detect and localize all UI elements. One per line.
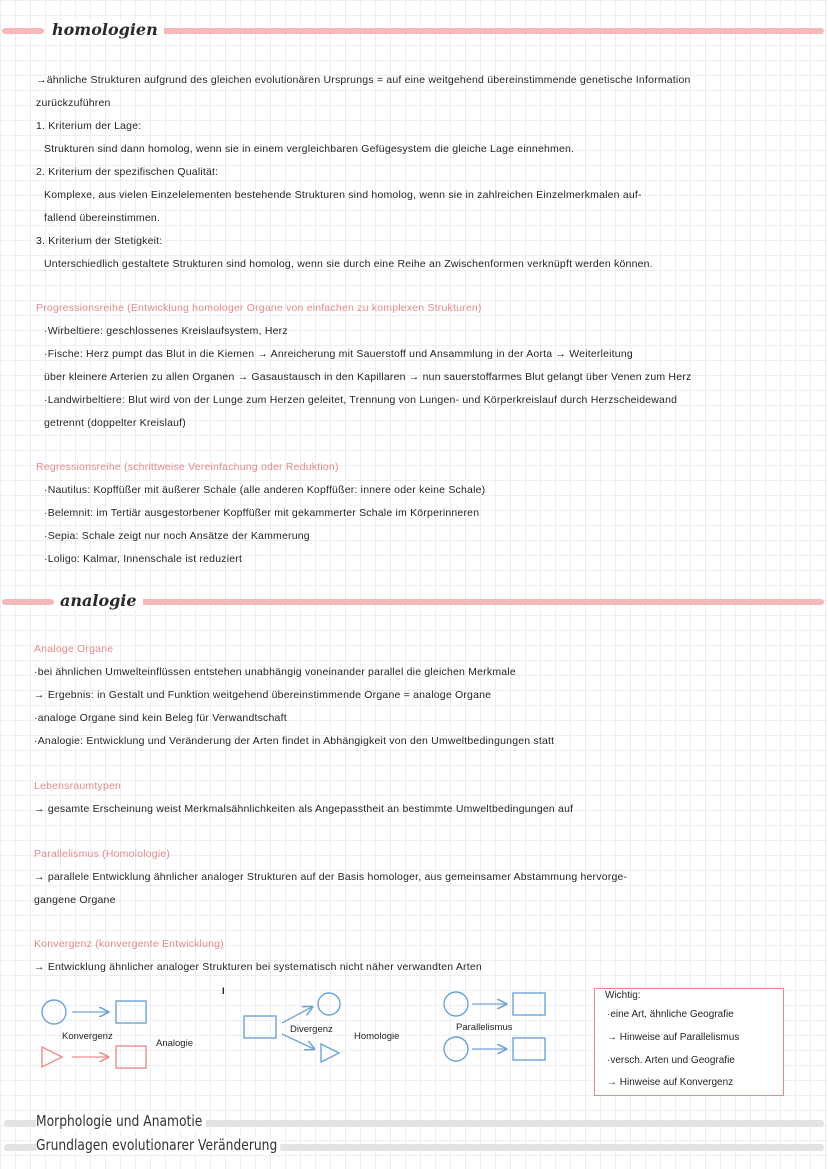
note-line: ·versch. Arten und Geografie [607,1055,735,1066]
homologien-line: fallend übereinstimmen. [44,212,161,224]
konvergenz-circle-shape [42,1000,66,1024]
regression-heading: Regressionsreihe (schrittweise Vereinfachung oder Reduktion) [36,461,339,473]
progression-line: ·Landwirbeltiere: Blut wird von der Lunge zum Herzen geleitet, Trennung von Lungen- und Körperkreislauf durch Herzscheidewand [44,394,678,406]
diagram-label-homologie: Homologie [354,1031,400,1042]
analogie-bar-left [2,599,54,605]
analoge-organe-line: ·analoge Organe sind kein Beleg für Verwandtschaft [34,712,287,724]
header-bar-left [2,28,44,34]
homologien-line: 1. Kriterium der Lage: [36,120,142,132]
konvergenz-square-red [116,1046,146,1068]
divergenz-square [244,1016,276,1038]
wichtig-note-box [594,988,784,1096]
header-bar-right [148,28,824,34]
homologien-line: Strukturen sind dann homolog, wenn sie in einem vergleichbaren Gefügesystem die gleiche Lage einnehmen. [44,143,575,155]
homologien-title: homologien [46,20,164,39]
parallelismus-line: gangene Organe [34,894,116,906]
diagram-label-konvergenz: Konvergenz [62,1031,113,1042]
divergenz-arrow-up [282,1007,312,1023]
divergenz-circle [318,993,340,1015]
note-line: → Hinweise auf Konvergenz [607,1077,734,1088]
konvergenz-square-blue [116,1001,146,1023]
regression-line: ·Loligo: Kalmar, Innenschale ist reduziert [44,553,243,565]
note-line: ·eine Art, ähnliche Geografie [607,1009,734,1020]
lebensraum-heading: Lebensraumtypen [34,780,122,792]
divergenz-triangle [321,1044,339,1062]
analogie-title: analogie [54,591,143,610]
parallelismus-circle-bottom [444,1037,468,1061]
regression-line: ·Nautilus: Kopffüßer mit äußerer Schale (alle anderen Kopffüßer: innere oder keine Schale) [44,484,486,496]
divergenz-arrow-down [282,1034,314,1049]
konvergenz-heading: Konvergenz (konvergente Entwicklung) [34,938,224,950]
diagram-label-divergenz: Divergenz [290,1024,333,1035]
note-line: → Hinweise auf Parallelismus [607,1032,740,1043]
homologien-line: →ähnliche Strukturen aufgrund des gleichen evolutionären Ursprungs = auf eine weitgehend übereinstimmende genetische Information [36,74,691,86]
konvergenz-triangle-shape [42,1047,62,1067]
parallelismus-square-bottom [513,1038,545,1060]
analoge-organe-heading: Analoge Organe [34,643,114,655]
homologien-line: 3. Kriterium der Stetigkeit: [36,235,163,247]
konvergenz-line: → Entwicklung ähnlicher analoger Strukturen bei systematisch nicht näher verwandten Arten [34,961,482,973]
footer-line-1: Morphologie und Anamotie [36,1112,206,1130]
note-title: Wichtig: [605,990,641,1001]
parallelismus-heading: Parallelismus (Homoiologie) [34,848,171,860]
progression-line: getrennt (doppelter Kreislauf) [44,417,186,429]
homologien-line: Komplexe, aus vielen Einzelelementen bestehende Strukturen sind homolog, wenn sie in zahlreichen Einzelmerkmalen auf- [44,189,642,201]
progression-line: über kleinere Arterien zu allen Organen → Gasaustausch in den Kapillaren → nun sauerstoffarmes Blut gelangt über Venen zum Herz [44,371,692,383]
parallelismus-circle-top [444,992,468,1016]
diagram-label-analogie: Analogie [156,1038,193,1049]
homologien-line: 2. Kriterium der spezifischen Qualität: [36,166,219,178]
parallelismus-line: → parallele Entwicklung ähnlicher analoger Strukturen auf der Basis homologer, aus gemeinsamer Abstammung hervorge- [34,871,628,883]
analogie-bar-right [128,599,824,605]
progression-line: ·Wirbeltiere: geschlossenes Kreislaufsystem, Herz [44,325,288,337]
diagram-label-mark: I [222,986,225,997]
analoge-organe-line: ·bei ähnlichen Umwelteinflüssen entstehen unabhängig voneinander parallel die gleichen Merkmale [34,666,516,678]
homologien-line: zurückzuführen [36,97,111,109]
analoge-organe-line: → Ergebnis: in Gestalt und Funktion weitgehend übereinstimmende Organe = analoge Organe [34,689,492,701]
regression-line: ·Sepia: Schale zeigt nur noch Ansätze der Kammerung [44,530,310,542]
analoge-organe-line: ·Analogie: Entwicklung und Veränderung der Arten findet in Abhängigkeit von den Umweltbedingungen statt [34,735,555,747]
regression-line: ·Belemnit: im Tertiär ausgestorbener Kopffüßer mit gekammerter Schale im Körperinneren [44,507,480,519]
progression-line: ·Fische: Herz pumpt das Blut in die Kiemen → Anreicherung mit Sauerstoff und Ansammlung in der Aorta → Weiterleitung [44,348,633,360]
parallelismus-square-top [513,993,545,1015]
homologien-line: Unterschiedlich gestaltete Strukturen sind homolog, wenn sie durch eine Reihe an Zwischenformen verknüpft werden können. [44,258,653,270]
footer-line-2: Grundlagen evolutionarer Veränderung [36,1136,281,1154]
progression-heading: Progressionsreihe (Entwicklung homologer Organe von einfachen zu komplexen Strukturen) [36,302,482,314]
lebensraum-line: → gesamte Erscheinung weist Merkmalsähnlichkeiten als Angepasstheit an bestimmte Umweltbedingungen auf [34,803,574,815]
diagram-label-parallelismus: Parallelismus [456,1022,513,1033]
